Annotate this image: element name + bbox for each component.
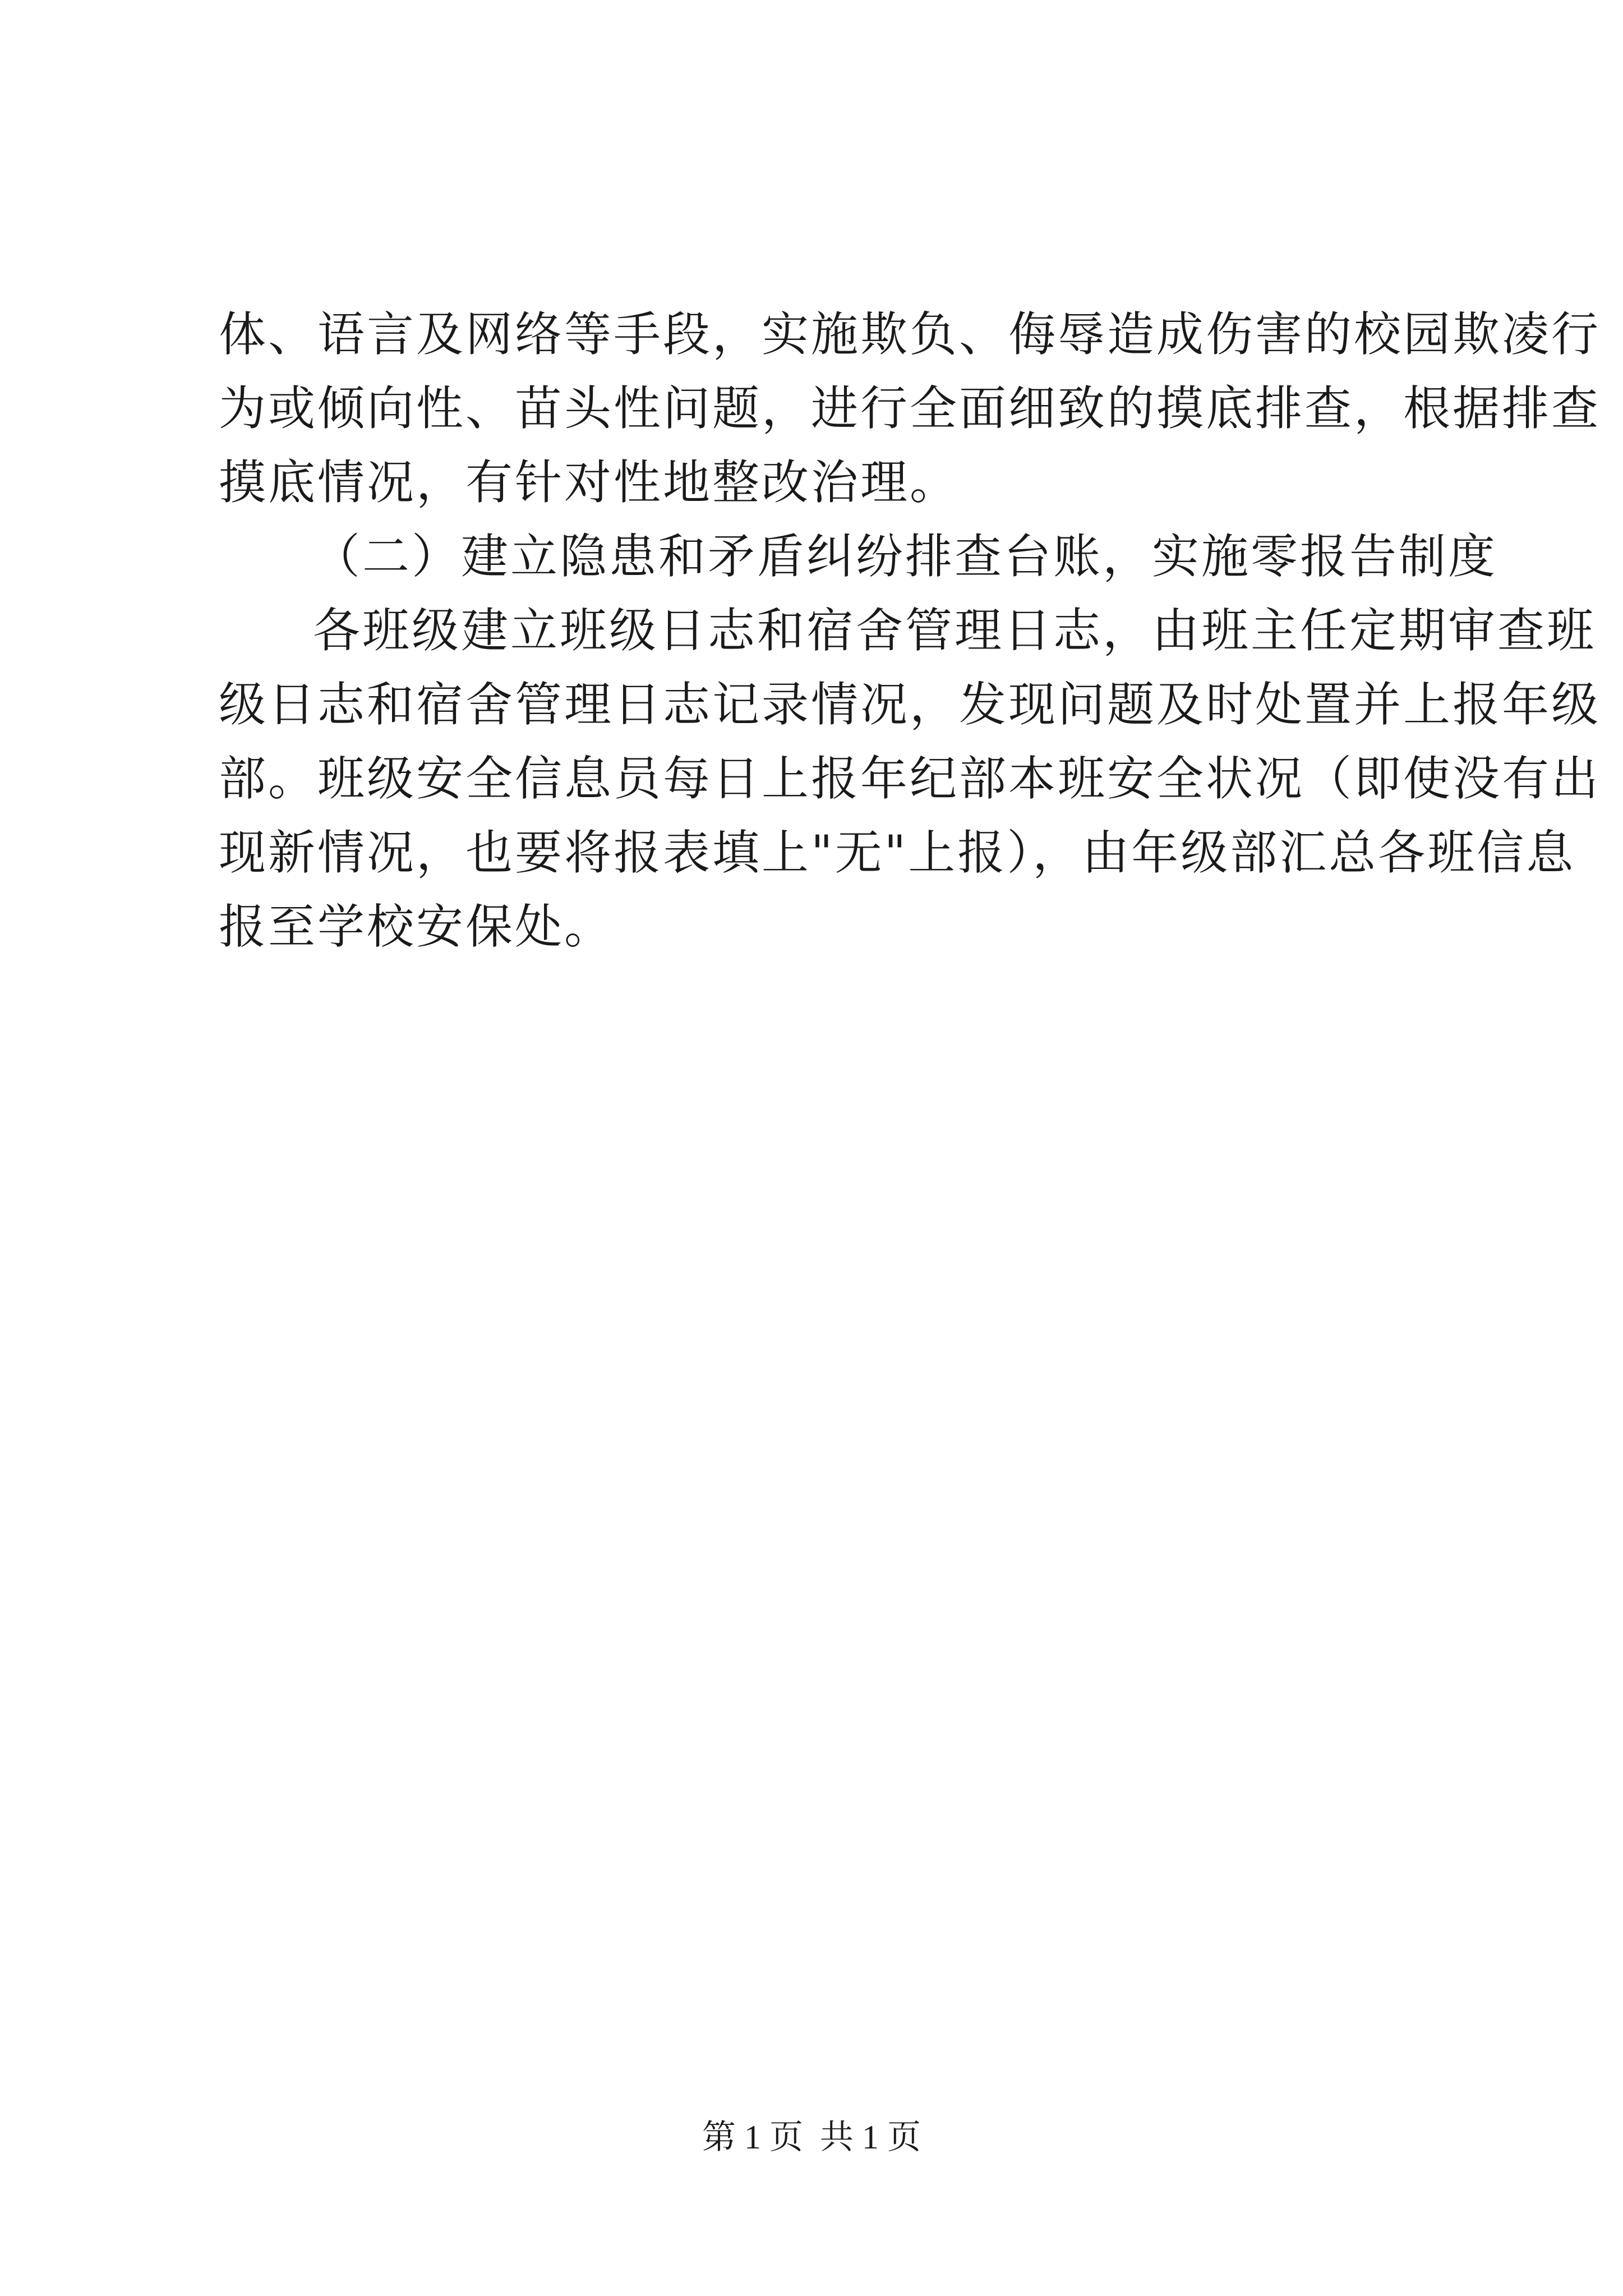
- paragraph-line: 为或倾向性、苗头性问题，进行全面细致的摸底排查，根据排查: [219, 381, 1601, 436]
- paragraph-line: 现新情况，也要将报表填上"无"上报），由年级部汇总各班信息: [219, 825, 1576, 880]
- paragraph-line: 摸底情况，有针对性地整改治理。: [219, 455, 960, 510]
- paragraph-line: 报至学校安保处。: [219, 899, 614, 954]
- page-number-footer: 第 1 页 共 1 页: [702, 2119, 921, 2156]
- document-body: [219, 297, 1601, 964]
- paragraph-line: 级日志和宿舍管理日志记录情况，发现问题及时处置并上报年级: [219, 677, 1601, 732]
- paragraph-line: 部。班级安全信息员每日上报年纪部本班安全状况（即使没有出: [219, 751, 1601, 806]
- section-heading: （二）建立隐患和矛盾纠纷排查台账，实施零报告制度: [313, 529, 1498, 584]
- paragraph-line: 体、语言及网络等手段，实施欺负、侮辱造成伤害的校园欺凌行: [219, 307, 1601, 362]
- paragraph-line: 各班级建立班级日志和宿舍管理日志，由班主任定期审查班: [313, 603, 1597, 658]
